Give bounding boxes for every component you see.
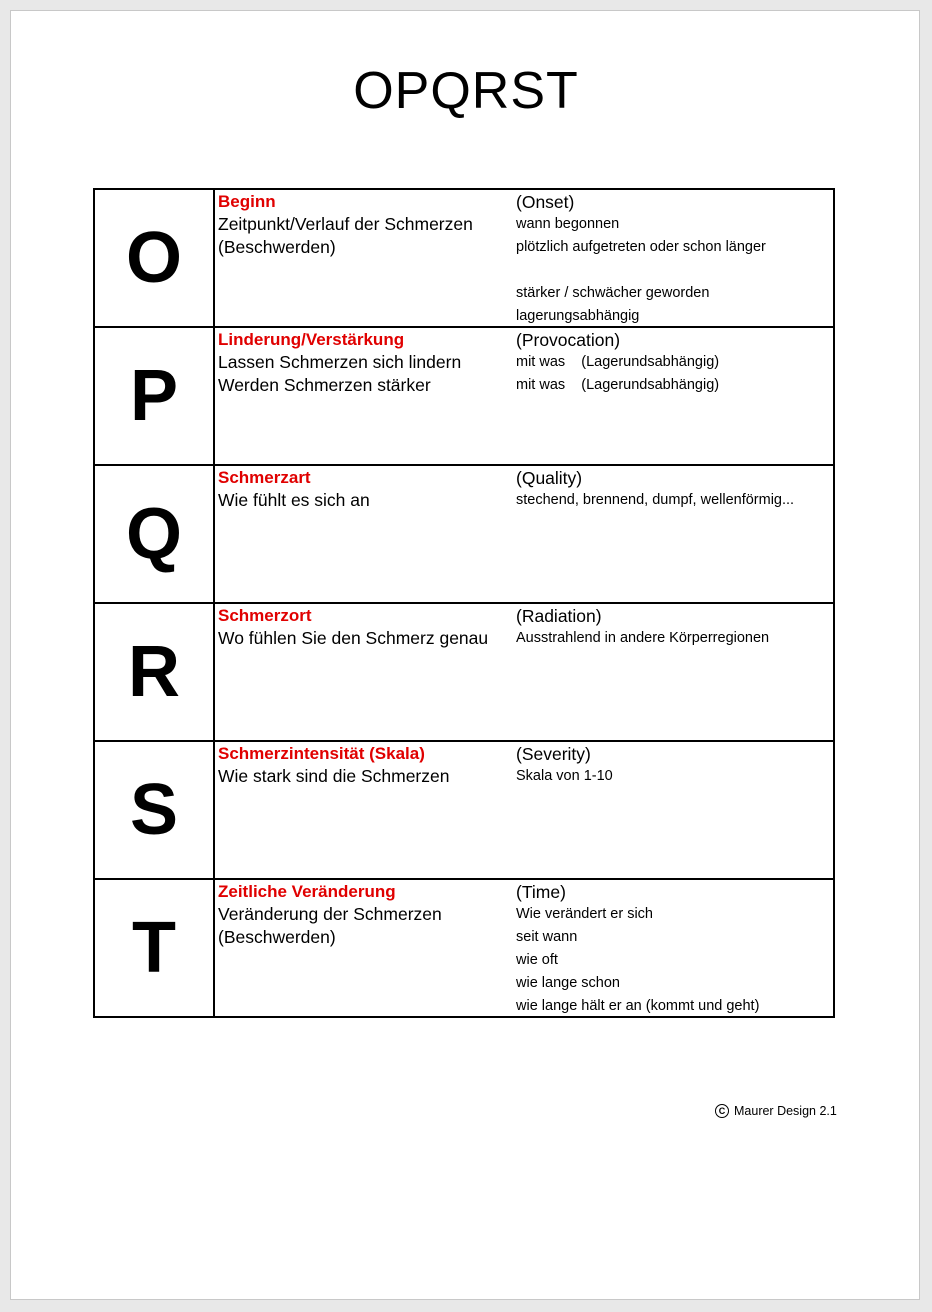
- row-detail: mit was (Lagerundsabhängig): [516, 377, 720, 393]
- row-heading: Schmerzintensität (Skala): [218, 744, 425, 763]
- row-detail: stärker / schwächer geworden: [516, 285, 710, 301]
- letter-cell: [94, 879, 214, 1017]
- row-detail: Wie verändert er sich: [516, 906, 653, 922]
- row-letter: O: [125, 218, 182, 298]
- row-detail: wie oft: [516, 952, 558, 968]
- content-cell: [214, 603, 834, 741]
- row-letter: R: [128, 632, 180, 712]
- english-column: [516, 467, 836, 512]
- copyright-icon: C: [715, 1104, 729, 1118]
- row-detail: Skala von 1-10: [516, 768, 613, 784]
- row-heading: Beginn: [218, 192, 276, 211]
- content-cell: [214, 879, 834, 1017]
- row-detail: mit was (Lagerundsabhängig): [516, 354, 720, 370]
- table-row: [94, 189, 834, 327]
- german-column: [218, 329, 514, 397]
- row-heading: Schmerzort: [218, 606, 312, 625]
- letter-cell: [94, 327, 214, 465]
- german-column: [218, 743, 514, 788]
- row-detail: stechend, brennend, dumpf, wellenförmig...: [516, 492, 795, 508]
- row-detail: seit wann: [516, 929, 578, 945]
- row-letter: P: [129, 356, 179, 436]
- content-cell: [214, 465, 834, 603]
- row-english-term: (Onset): [516, 192, 575, 212]
- english-column: [516, 881, 836, 1018]
- row-detail: wie lange hält er an (kommt und geht): [516, 998, 760, 1014]
- row-english-term: (Quality): [516, 468, 583, 488]
- row-english-term: (Radiation): [516, 606, 602, 626]
- english-column: [516, 605, 836, 650]
- german-column: [218, 881, 514, 949]
- german-column: [218, 605, 514, 650]
- table-row: [94, 879, 834, 1017]
- row-description: Zeitpunkt/Verlauf der Schmerzen: [218, 214, 473, 234]
- row-description: (Beschwerden): [218, 237, 336, 257]
- row-detail: Ausstrahlend in andere Körperregionen: [516, 630, 770, 646]
- german-column: [218, 467, 514, 512]
- english-column: [516, 191, 836, 328]
- row-description: Werden Schmerzen stärker: [218, 375, 431, 395]
- letter-cell: [94, 189, 214, 327]
- row-detail: [516, 259, 836, 282]
- row-detail: plötzlich aufgetreten oder schon länger: [516, 239, 766, 255]
- table-row: [94, 465, 834, 603]
- english-column: [516, 329, 836, 397]
- row-english-term: (Time): [516, 882, 566, 902]
- english-column: [516, 743, 836, 788]
- opqrst-table: [93, 188, 835, 1018]
- row-detail: wie lange schon: [516, 975, 620, 991]
- row-english-term: (Severity): [516, 744, 591, 764]
- letter-cell: [94, 603, 214, 741]
- letter-cell: [94, 465, 214, 603]
- row-detail: wann begonnen: [516, 216, 620, 232]
- page-title: OPQRST: [353, 62, 579, 120]
- content-cell: [214, 741, 834, 879]
- table-row: [94, 603, 834, 741]
- row-letter: Q: [125, 494, 182, 574]
- row-letter: T: [132, 908, 176, 988]
- row-heading: Zeitliche Veränderung: [218, 882, 396, 901]
- table-row: [94, 741, 834, 879]
- row-description: Lassen Schmerzen sich lindern: [218, 352, 462, 372]
- copyright-footer: [715, 1103, 837, 1119]
- german-column: [218, 191, 514, 259]
- row-description: Wie stark sind die Schmerzen: [218, 766, 450, 786]
- row-heading: Linderung/Verstärkung: [218, 330, 405, 349]
- content-cell: [214, 327, 834, 465]
- row-description: Wo fühlen Sie den Schmerz genau: [218, 628, 489, 648]
- table-row: [94, 327, 834, 465]
- row-description: (Beschwerden): [218, 927, 336, 947]
- row-heading: Schmerzart: [218, 468, 311, 487]
- row-detail: lagerungsabhängig: [516, 308, 640, 324]
- row-english-term: (Provocation): [516, 330, 621, 350]
- row-description: Wie fühlt es sich an: [218, 490, 370, 510]
- row-letter: S: [129, 770, 179, 850]
- row-description: Veränderung der Schmerzen: [218, 904, 442, 924]
- letter-cell: [94, 741, 214, 879]
- content-cell: [214, 189, 834, 327]
- table-body: [94, 189, 834, 1017]
- document-page: [10, 10, 920, 1300]
- footer-text: Maurer Design 2.1: [734, 1104, 837, 1118]
